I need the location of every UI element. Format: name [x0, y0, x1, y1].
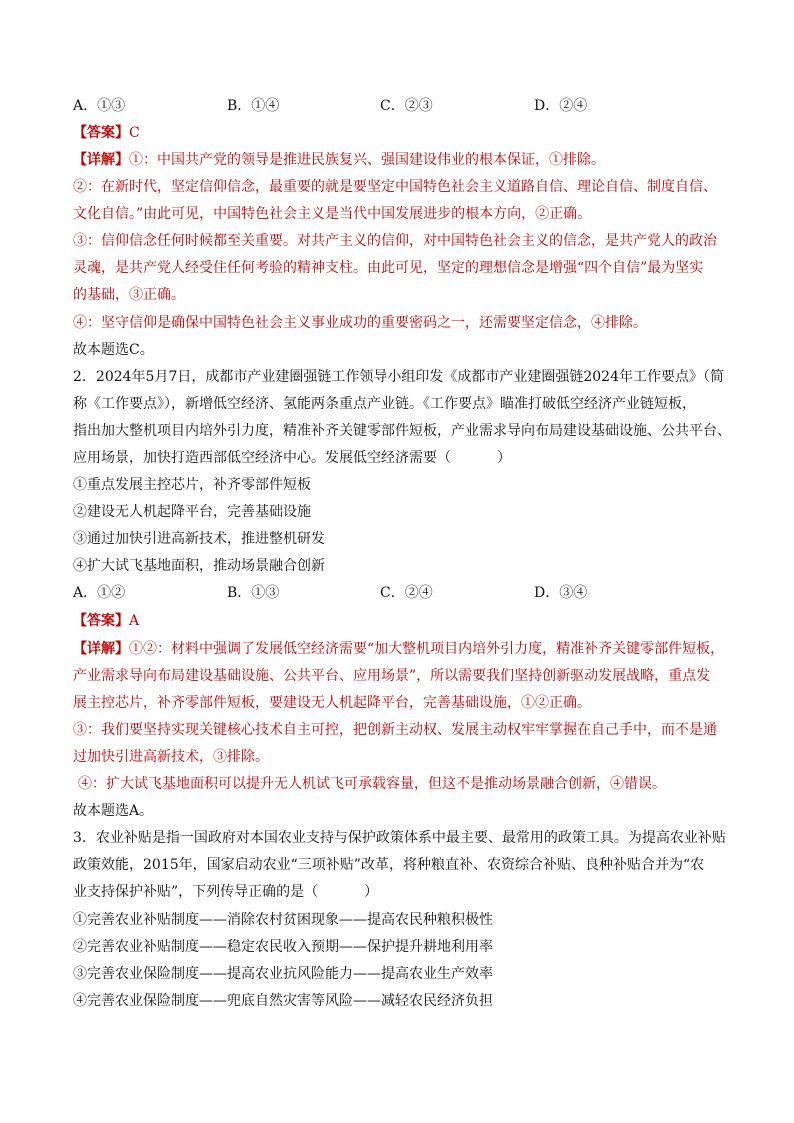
q2-option-d: D．③④	[534, 585, 588, 601]
q3-item-3: ③完善农业保险制度——提高农业抗风险能力——提高农业生产效率	[73, 966, 493, 982]
explain-text: ①：中国共产党的领导是推进民族复兴、强国建设伟业的根本保证，①排除。	[129, 152, 605, 168]
q1-explain-line-4: ③：信仰信念任何时候都至关重要。对共产主义的信仰，对中国特色社会主义的信念，是共产党人的政治	[73, 233, 717, 249]
q2-explain-line-3: 展主控芯片，补齐零部件短板，要建设无人机起降平台，完善基础设施，①②正确。	[73, 695, 591, 711]
q1-answer	[73, 124, 140, 142]
q1-option-b: B．①④	[227, 98, 280, 114]
q2-explain-line-5: 过加快引进高新技术，③排除。	[73, 749, 269, 765]
q1-explain-line-2: ②：在新时代，坚定信仰信念，最重要的就是要坚定中国特色社会主义道路自信、理论自信、制度自信、	[73, 179, 717, 195]
answer-value: A	[129, 613, 140, 629]
answer-tag: 【答案】	[73, 613, 129, 629]
q3-item-4: ④完善农业保险制度——兜底自然灾害等风险——减轻农民经济负担	[73, 993, 493, 1009]
q1-option-c: C．②③	[380, 98, 433, 114]
q1-explain-line-7: ④：坚守信仰是确保中国特色社会主义事业成功的重要密码之一，还需要坚定信念，④排除。	[73, 315, 647, 331]
answer-value: C	[129, 125, 140, 141]
q2-conclusion: 故本题选A。	[73, 803, 154, 819]
stem-text: 业支持保护补贴”，下列传导正确的是（	[73, 884, 319, 900]
q2-explain-line-4: ③：我们要坚持实现关键核心技术自主可控，把创新主动权、发展主动权牢牢掌握在自己手中，而不是通	[73, 722, 717, 738]
q2-stem-line-2: 称《工作要点》），新增低空经济、氢能两条重点产业链。《工作要点》瞄准打破低空经济产业链短板，	[73, 396, 696, 412]
q2-item-2: ②建设无人机起降平台，完善基础设施	[73, 504, 311, 520]
explain-tag: 【详解】	[73, 152, 129, 168]
stem-text: 应用场景，加快打造西部低空经济中心。发展低空经济需要（	[73, 450, 451, 466]
q1-explain-line-6: 的基础，③正确。	[73, 287, 185, 303]
q2-explain-line-2: 产业需求导向布局建设基础设施、公共平台、应用场景”，所以需要我们坚持创新驱动发展战略，重点发	[73, 668, 711, 684]
explain-tag: 【详解】	[73, 641, 129, 657]
q3-item-2: ②完善农业补贴制度——稳定农民收入预期——保护提升耕地利用率	[73, 939, 493, 955]
q1-option-a: A．①③	[73, 98, 126, 114]
q2-option-c: C．②④	[380, 585, 433, 601]
answer-tag: 【答案】	[73, 125, 129, 141]
q3-stem-line-3	[73, 883, 378, 901]
q1-conclusion: 故本题选C。	[73, 342, 154, 358]
q1-explain-line-3: 文化自信。”由此可见，中国特色社会主义是当代中国发展进步的根本方向，②正确。	[73, 206, 592, 222]
q1-option-d: D．②④	[534, 98, 588, 114]
q2-answer	[73, 612, 139, 630]
stem-close-paren: ）	[364, 884, 379, 900]
q2-option-a: A．①②	[73, 585, 126, 601]
q3-item-1: ①完善农业补贴制度——消除农村贫困现象——提高农民种粮积极性	[73, 912, 493, 928]
q2-stem-line-1: 2．2024年5月7日，成都市产业建圈强链工作领导小组印发《成都市产业建圈强链2024年工作要点》（简	[73, 369, 724, 385]
explain-text: ①②：材料中强调了发展低空经济需要“加大整机项目内培外引力度，精准补齐关键零部件短板，	[129, 641, 725, 657]
q2-item-1: ①重点发展主控芯片，补齐零部件短板	[73, 477, 311, 493]
q2-item-4: ④扩大试飞基地面积，推动场景融合创新	[73, 558, 325, 574]
q2-stem-line-4	[73, 449, 511, 467]
q2-option-b: B．①③	[227, 585, 280, 601]
q1-explain-line-5: 灵魂，是共产党人经受住任何考验的精神支柱。由此可见，坚定的理想信念是增强“四个自信”最为坚实	[73, 260, 704, 276]
q2-explain-line-6: ④：扩大试飞基地面积可以提升无人机试飞可承载容量，但这不是推动场景融合创新，④错误。	[78, 776, 666, 792]
q3-stem-line-2: 政策效能，2015年，国家启动农业“三项补贴”改革，将种粮直补、农资综合补贴、良种补贴合并为“农	[73, 857, 705, 873]
q3-stem-line-1: 3．农业补贴是指一国政府对本国农业支持与保护政策体系中最主要、最常用的政策工具。为提高农业补贴	[73, 830, 726, 846]
stem-close-paren: ）	[497, 450, 511, 466]
q1-explain-line-1	[73, 151, 605, 169]
q2-explain-line-1	[73, 640, 724, 658]
q2-item-3: ③通过加快引进高新技术，推进整机研发	[73, 531, 325, 547]
q2-stem-line-3: 指出加大整机项目内培外引力度，精准补齐关键零部件短板，产业需求导向布局建设基础设施、公共平台、	[73, 423, 731, 439]
